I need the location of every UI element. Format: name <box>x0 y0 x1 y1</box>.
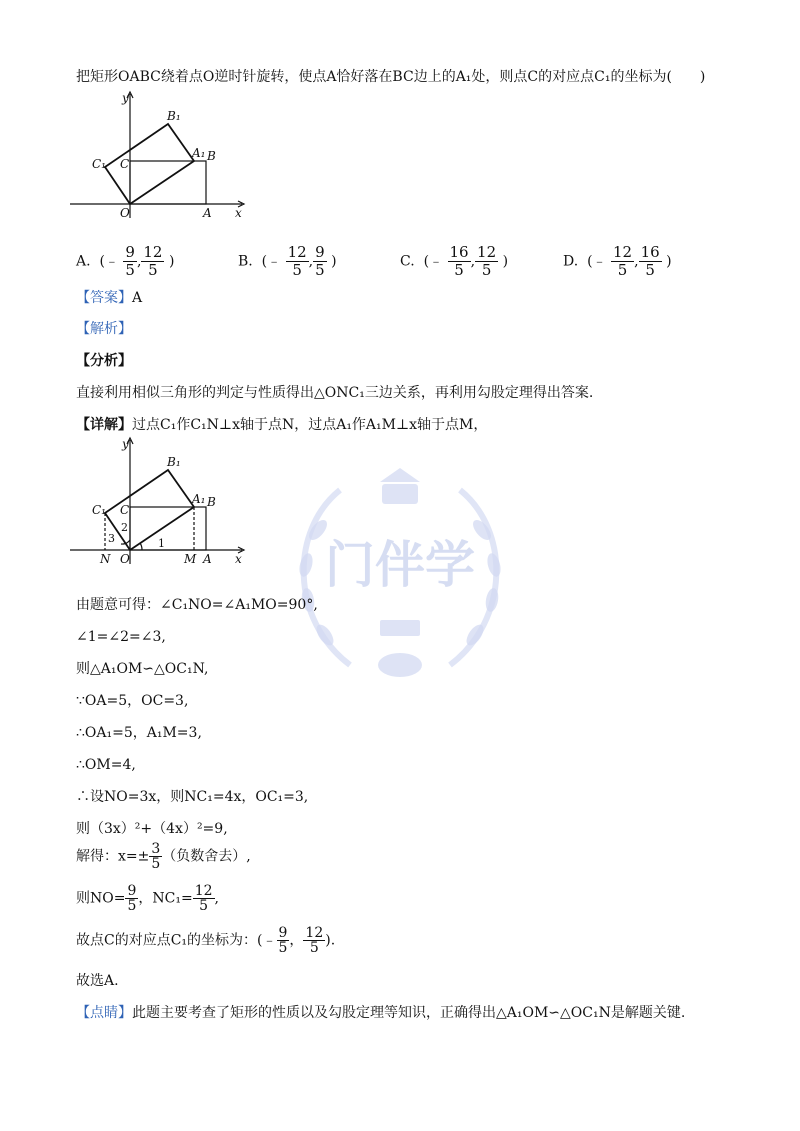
step-6: ∴OM=4, <box>76 757 136 773</box>
fig2-b-label: B <box>207 495 216 509</box>
fig2-n-label: N <box>100 552 111 566</box>
fig2-x-label: x <box>235 552 242 566</box>
fig2-angle-3: 3 <box>108 532 115 545</box>
watermark <box>270 450 530 700</box>
question-text: 把矩形OABC绕着点O逆时针旋转，使点A恰好落在BC边上的A₁处，则点C的对应点C₁的坐标为( ) <box>76 69 706 85</box>
fig2-c-label: C <box>120 503 130 517</box>
fig1-b1-label: B₁ <box>167 109 181 123</box>
detail-line <box>76 416 487 434</box>
step-5: ∴OA₁=5，A₁M=3, <box>76 725 202 741</box>
watermark-text: 门伴学 <box>325 535 475 594</box>
choose-line: 故选A. <box>76 973 119 989</box>
step-4: ∵OA=5，OC=3, <box>76 693 189 709</box>
fig2-m-label: M <box>184 552 197 566</box>
fig1-a-label: A <box>203 206 212 220</box>
comment-label: 【点睛】 <box>76 1005 132 1021</box>
fig2-angle-2: 2 <box>121 521 128 534</box>
step-2: ∠1=∠2=∠3, <box>76 629 166 645</box>
no-nc-line: 则NO= $\frac{9}{5}$ ，NC₁= $\frac{12}{5}$ , <box>76 883 219 914</box>
step-8: 则（3x）²+（4x）²=9, <box>76 821 228 837</box>
fig2-c1-label: C₁ <box>92 503 106 517</box>
solve-line: 解得：x=± $\frac{3}{5}$ （负数舍去）, <box>76 841 251 872</box>
fig2-a1-label: A₁ <box>192 492 206 506</box>
comment-line <box>76 1004 685 1022</box>
detail-text: 过点C₁作C₁N⊥x轴于点N，过点A₁作A₁M⊥x轴于点M， <box>132 417 488 433</box>
fig2-y-label: y <box>122 437 129 451</box>
step-1: 由题意可得：∠C₁NO=∠A₁MO=90°, <box>76 597 318 613</box>
fig1-b-label: B <box>207 149 216 163</box>
option-d[interactable]: D. (﹣ $\frac{12}{5}$ , $\frac{16}{5}$ ) <box>563 243 672 279</box>
question-figure <box>70 90 260 225</box>
fig1-y-label: y <box>122 91 129 105</box>
answer-value: A <box>132 290 143 306</box>
fig2-a-label: A <box>203 552 212 566</box>
fig1-x-label: x <box>235 206 242 220</box>
option-b[interactable]: B. (﹣ $\frac{12}{5}$ , $\frac{9}{5}$ ) <box>238 243 337 279</box>
coordinate-line: 故点C的对应点C₁的坐标为：(﹣ $\frac{9}{5}$ ， $\frac{12}{5}$ ). <box>76 925 336 956</box>
comment-text: 此题主要考查了矩形的性质以及勾股定理等知识，正确得出△A₁OM∽△OC₁N是解题关键. <box>132 1005 686 1021</box>
analysis-label: 【解析】 <box>76 321 132 337</box>
fig2-b1-label: B₁ <box>167 455 181 469</box>
fig1-a1-label: A₁ <box>192 146 206 160</box>
step-3: 则△A₁OM∽△OC₁N, <box>76 661 209 677</box>
answer-line <box>76 289 142 307</box>
fenxi-text: 直接利用相似三角形的判定与性质得出△ONC₁三边关系，再利用勾股定理得出答案. <box>76 385 594 401</box>
step-7: ∴设NO=3x，则NC₁=4x，OC₁=3, <box>76 789 309 805</box>
option-c[interactable]: C. (﹣ $\frac{16}{5}$ , $\frac{12}{5}$ ) <box>400 243 509 279</box>
solution-figure <box>70 436 260 571</box>
fig1-o-label: O <box>120 206 130 220</box>
fig1-c-label: C <box>120 157 130 171</box>
fig2-o-label: O <box>120 552 130 566</box>
option-a[interactable]: A. (﹣ $\frac{9}{5}$ , $\frac{12}{5}$ ) <box>76 243 175 279</box>
answer-label: 【答案】 <box>76 290 132 306</box>
fig2-angle-1: 1 <box>158 537 165 550</box>
detail-label: 【详解】 <box>76 417 132 433</box>
fenxi-label: 【分析】 <box>76 353 132 369</box>
fig1-c1-label: C₁ <box>92 157 106 171</box>
